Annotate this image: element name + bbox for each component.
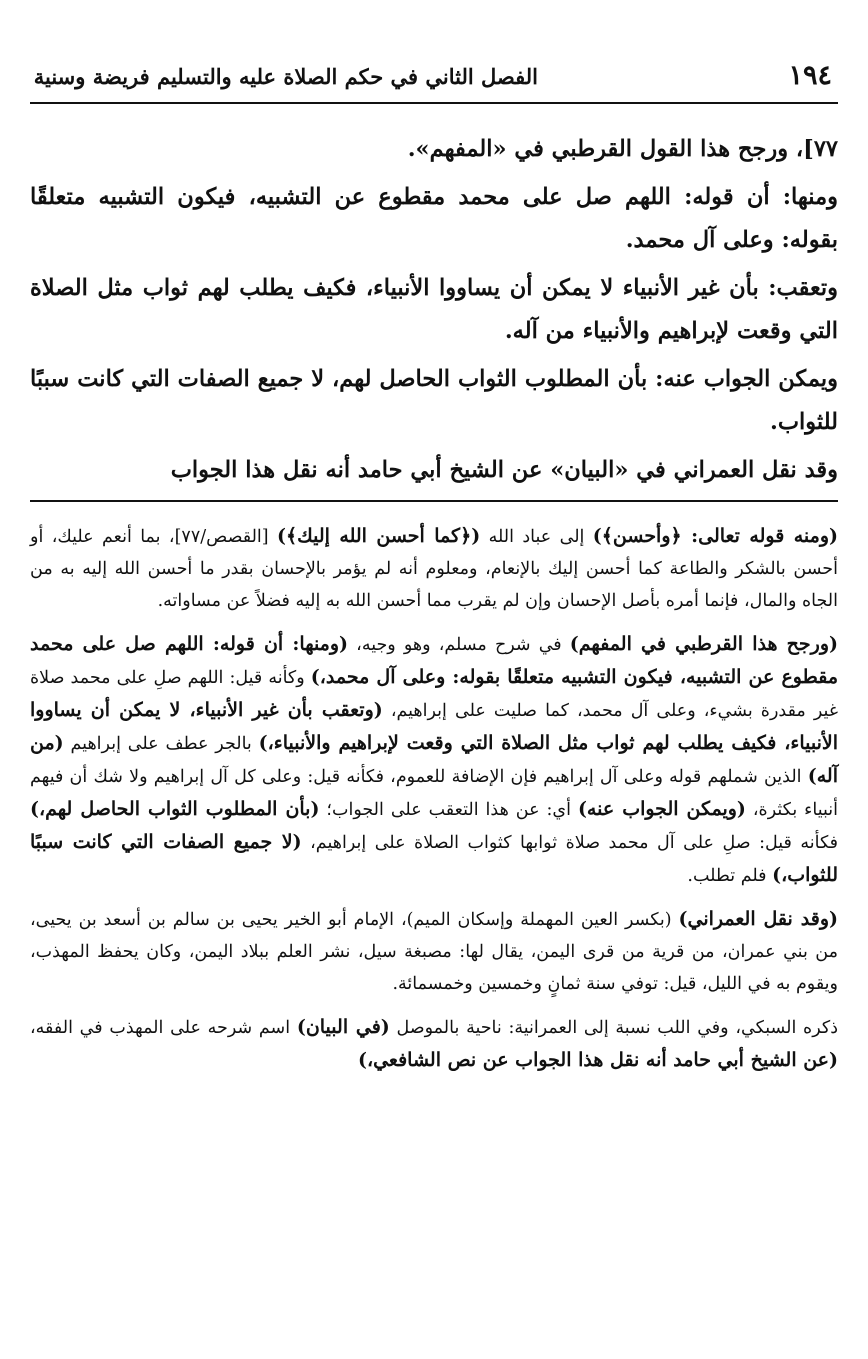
page-header (30, 58, 838, 104)
main-paragraph-2: ومنها: أن قوله: اللهم صل على محمد مقطوع عن التشبيه، فيكون التشبيه متعلقًا بقوله: وعلى آل محمد. (30, 184, 838, 253)
main-paragraph-4: ويمكن الجواب عنه: بأن المطلوب الثواب الحاصل لهم، لا جميع الصفات التي كانت سببًا للثواب. (30, 366, 838, 435)
commentary-text: الذين شملهم قوله وعلى آل إبراهيم فإن الإضافة للعموم، فكأنه قيل: وعلى كل آل إبراهيم ولا شك أن فيهم أنبياء بكثرة، (30, 767, 839, 820)
quoted-text: (وقد نقل العمراني) (678, 908, 838, 930)
commentary-text: اسم شرحه على المهذب في الفقه، (30, 1018, 297, 1038)
quoted-text: (بأن المطلوب الثواب الحاصل لهم،) (30, 798, 320, 820)
quoted-text: (ومنه قوله تعالى: ﴿وأحسن﴾) (592, 525, 838, 547)
quoted-text: (ومنها: أن قوله: اللهم صل على محمد مقطوع عن التشبيه، فيكون التشبيه متعلقًا بقوله: وعلى آل محمد،) (30, 633, 838, 688)
quoted-text: (لا جميع الصفات التي كانت سببًا للثواب،) (30, 831, 838, 886)
commentary (30, 520, 838, 1088)
commentary-text: أي: عن هذا التعقب على الجواب؛ (319, 800, 578, 820)
chapter-title: الفصل الثاني في حكم الصلاة عليه والتسليم فريضة وسنية (33, 64, 538, 89)
commentary-text: بالجر عطف على إبراهيم (63, 734, 259, 754)
commentary-text: فلم تطلب. (687, 866, 773, 886)
quoted-text: (﴿كما أحسن الله إليك﴾) (277, 525, 481, 547)
quoted-text: (وتعقب بأن غير الأنبياء، لا يمكن أن يساووا الأنبياء، فكيف يطلب لهم ثواب مثل الصلاة التي وقعت لإبراهيم والأنبياء،) (30, 699, 838, 754)
commentary-text: في شرح مسلم، وهو وجيه، (348, 635, 570, 655)
main-text (30, 128, 838, 497)
commentary-text: [القصص/٧٧]، بما أنعم عليك، أو أحسن بالشكر والطاعة كما أحسن إليك بالإنعام، ومعلوم أنه لم يؤمر بالإحسان بقدر ما أحسن الله إليه به من الجاه والمال، فإنما أمره بأصل الإحسان وإن لم يقرب مما أحسن الله به إليه فضلاً عن مساواته. (30, 527, 838, 611)
quoted-text: (ويمكن الجواب عنه) (577, 798, 746, 820)
commentary-text: (بكسر العين المهملة وإسكان الميم)، الإمام أبو الخير يحيى بن سالم بن أسعد بن يحيى، من بني عمران، من قرية من قرى اليمن، يقال لها: مصبغة سيل، نشر العلم ببلاد اليمن، وكان يحفظ المهذب، ويقوم به في الليل، قيل: توفي سنة ثمانٍ وخمسين وخمسمائة. (30, 910, 838, 994)
quoted-text: (من آله) (30, 732, 838, 787)
footnote-divider (30, 500, 838, 502)
commentary-text: وكأنه قيل: اللهم صلِ على محمد صلاة غير مقدرة بشيء، وعلى آل محمد، كما صليت على إبراهيم، (30, 668, 838, 721)
commentary-paragraph-1 (30, 520, 838, 617)
main-paragraph-5: وقد نقل العمراني في «البيان» عن الشيخ أبي حامد أنه نقل هذا الجواب (170, 457, 838, 483)
quoted-text: (ورجح هذا القرطبي في المفهم) (569, 633, 838, 655)
commentary-paragraph-4 (30, 1011, 838, 1077)
quoted-text: (في البيان) (296, 1016, 390, 1038)
page-number: ١٩٤ (788, 60, 832, 91)
commentary-text: إلى عباد الله (480, 527, 593, 547)
main-paragraph-3: وتعقب: بأن غير الأنبياء لا يمكن أن يساووا الأنبياء، فكيف يطلب لهم ثواب مثل الصلاة التي وقعت لإبراهيم والأنبياء من آله. (30, 275, 838, 344)
commentary-text: ذكره السبكي، وفي اللب نسبة إلى العمرانية: ناحية بالموصل (389, 1018, 838, 1038)
commentary-text: فكأنه قيل: صلِ على آل محمد صلاة ثوابها كثواب الصلاة على إبراهيم، (301, 833, 838, 853)
quoted-text: (عن الشيخ أبي حامد أنه نقل هذا الجواب عن نص الشافعي،) (357, 1049, 838, 1071)
commentary-paragraph-2 (30, 628, 838, 892)
main-paragraph-1: ٧٧]، ورجح هذا القول القرطبي في «المفهم». (407, 136, 838, 162)
commentary-paragraph-3 (30, 903, 838, 1000)
